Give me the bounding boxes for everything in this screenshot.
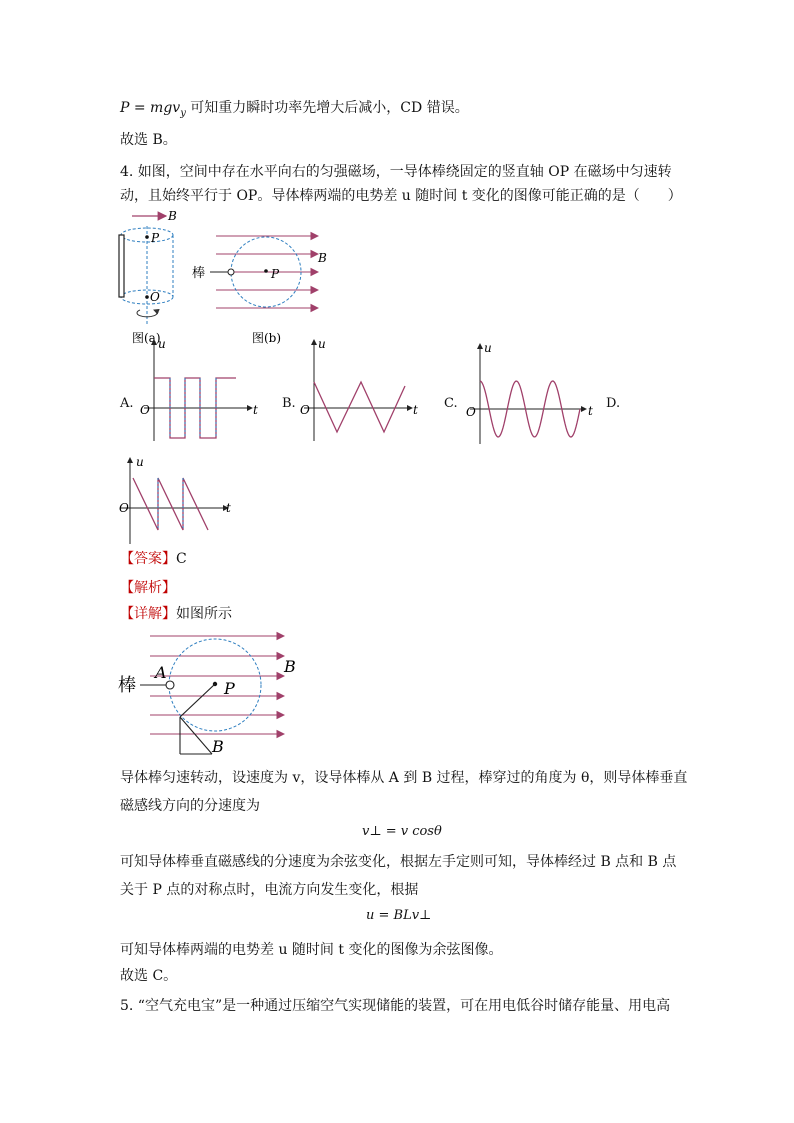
analysis-tag: 【解析】 — [120, 580, 176, 596]
choose-b-line: 故选 B。 — [120, 132, 177, 148]
equation-u: u = BLv⊥ — [366, 908, 432, 923]
answer-line: 【答案】C — [120, 551, 187, 567]
svg-text:t: t — [253, 403, 258, 417]
text-line-power — [120, 98, 469, 124]
svg-text:t: t — [226, 501, 231, 515]
svg-text:P: P — [224, 679, 235, 698]
triangle-wave — [314, 382, 405, 432]
option-c-label: C. — [444, 396, 458, 411]
para-4: 关于 P 点的对称点时，电流方向发生变化，根据 — [120, 882, 419, 898]
para-3: 可知导体棒垂直磁感线的分速度为余弦变化，根据左手定则可知，导体棒经过 B 点和 B 点 — [120, 854, 677, 870]
svg-text:O: O — [119, 501, 129, 515]
svg-text:O: O — [466, 405, 476, 419]
option-c-graph — [466, 336, 606, 446]
svg-text:B: B — [284, 657, 296, 676]
svg-text:u: u — [318, 337, 326, 351]
svg-text:棒: 棒 — [192, 266, 206, 281]
para-5: 可知导体棒两端的电势差 u 随时间 t 变化的图像为余弦图像。 — [120, 942, 503, 958]
para-6: 故选 C。 — [120, 968, 178, 984]
para-1: 导体棒匀速转动，设速度为 v，设导体棒从 A 到 B 过程，棒穿过的角度为 θ，则导体棒垂直 — [120, 770, 688, 786]
answer-value: C — [176, 551, 187, 567]
label-b-a: B — [168, 209, 177, 223]
svg-text:t: t — [588, 404, 593, 418]
question-4-line-2: 动，且始终平行于 OP。导体棒两端的电势差 u 随时间 t 变化的图像可能正确的是（ ） — [120, 188, 682, 204]
power-formula: P = mgv — [120, 100, 181, 116]
svg-text:P: P — [271, 267, 280, 281]
question-5-line: 5. “空气充电宝”是一种通过压缩空气实现储能的装置，可在用电低谷时储存能量、用电高 — [120, 998, 671, 1014]
option-d-label: D. — [606, 396, 621, 411]
svg-text:B: B — [318, 251, 327, 265]
svg-text:O: O — [140, 403, 150, 417]
svg-text:t: t — [413, 403, 418, 417]
equation-v-perp: v⊥ = v cosθ — [362, 824, 442, 839]
svg-text:P: P — [151, 231, 160, 245]
conductor-rod-a — [119, 235, 124, 297]
option-a-label: A. — [120, 396, 134, 411]
detail-line: 【详解】如图所示 — [120, 606, 232, 622]
option-b-label: B. — [282, 396, 296, 411]
svg-text:u: u — [136, 455, 144, 469]
svg-text:O: O — [150, 290, 160, 304]
formula-subscript: y — [180, 107, 186, 119]
sawtooth-wave — [133, 478, 208, 530]
svg-text:B: B — [212, 737, 224, 756]
caption-fig-a: 图(a) — [132, 331, 161, 345]
solution-figure — [118, 628, 308, 758]
svg-text:u: u — [158, 337, 166, 351]
option-a-graph — [140, 336, 270, 446]
para-2: 磁感线方向的分速度为 — [120, 798, 260, 814]
caption-fig-b: 图(b) — [252, 331, 282, 345]
svg-text:棒: 棒 — [118, 675, 136, 696]
power-conclusion: 可知重力瞬时功率先增大后减小，CD 错误。 — [185, 100, 469, 116]
option-d-graph — [116, 456, 236, 546]
svg-text:u: u — [484, 341, 492, 355]
option-b-graph — [300, 336, 430, 446]
question-4-line-1: 4. 如图，空间中存在水平向右的匀强磁场，一导体棒绕固定的竖直轴 OP 在磁场中匀速转 — [120, 164, 672, 180]
svg-text:O: O — [300, 403, 310, 417]
svg-text:A: A — [155, 663, 167, 682]
